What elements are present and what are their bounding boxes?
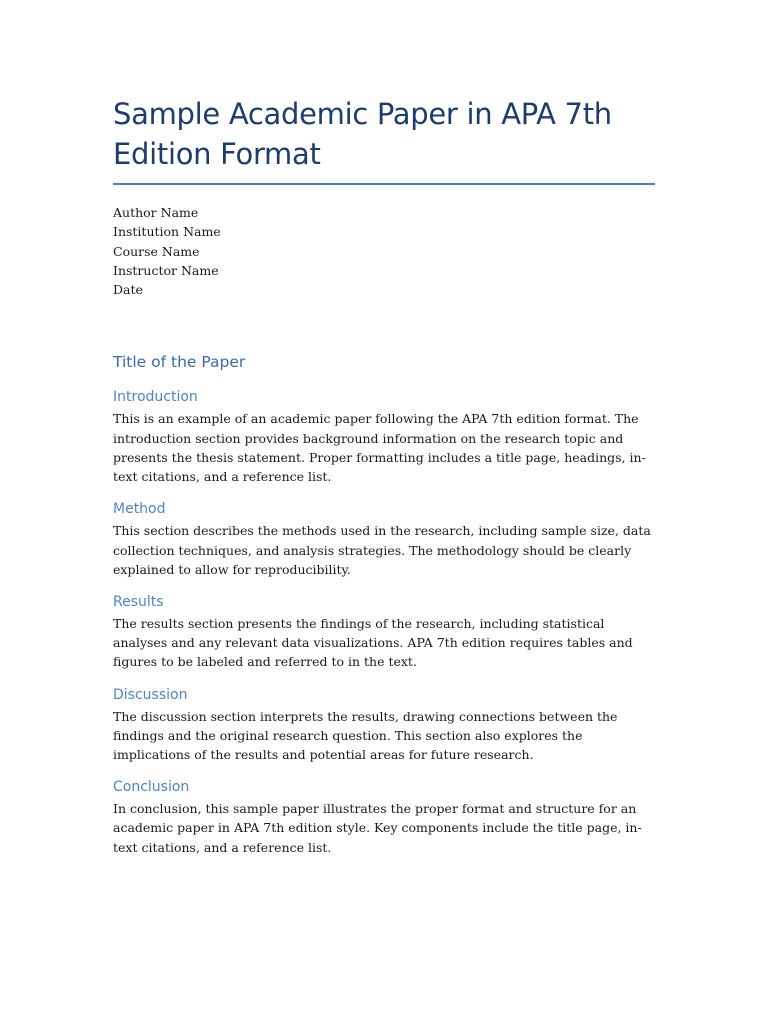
section-heading: Discussion — [113, 686, 188, 703]
section-results — [113, 592, 655, 672]
section-conclusion — [113, 777, 655, 857]
section-heading: Method — [113, 501, 166, 518]
section-body: The discussion section interprets the results, drawing connections between the findings and the original research question. This section also explores the implications of the results and potential areas for future research. — [113, 708, 618, 762]
section-introduction — [113, 387, 655, 486]
section-method — [113, 499, 655, 579]
section-body: In conclusion, this sample paper illustrates the proper format and structure for an academic paper in APA 7th edition style. Key components include the title page, in-text citations, and a reference list. — [113, 801, 642, 855]
paper-title: Title of the Paper — [113, 353, 246, 372]
document-page — [113, 94, 655, 857]
instructor-name: Instructor Name — [113, 262, 219, 278]
section-body: This is an example of an academic paper following the APA 7th edition format. The introduction section provides background information on the research topic and presents the thesis statement. Proper formatting includes a title page, headings, in-text citations, and a reference list. — [113, 411, 646, 485]
section-body: This section describes the methods used in the research, including sample size, data collection techniques, and analysis strategies. The methodology should be clearly explained to allow for reproducibility. — [113, 523, 651, 577]
course-name: Course Name — [113, 243, 200, 259]
section-discussion — [113, 685, 655, 765]
section-heading: Results — [113, 593, 164, 610]
document-title: Sample Academic Paper in APA 7th Edition Format — [113, 94, 655, 185]
section-body: The results section presents the findings of the research, including statistical analyses and any relevant data visualizations. APA 7th edition requires tables and figures to be labeled and referred to in the text. — [113, 615, 633, 670]
section-heading: Introduction — [113, 389, 198, 406]
date: Date — [113, 282, 143, 298]
author-name: Author Name — [113, 205, 199, 220]
title-page-info — [113, 203, 655, 299]
institution-name: Institution Name — [113, 224, 221, 240]
section-heading: Conclusion — [113, 779, 190, 796]
